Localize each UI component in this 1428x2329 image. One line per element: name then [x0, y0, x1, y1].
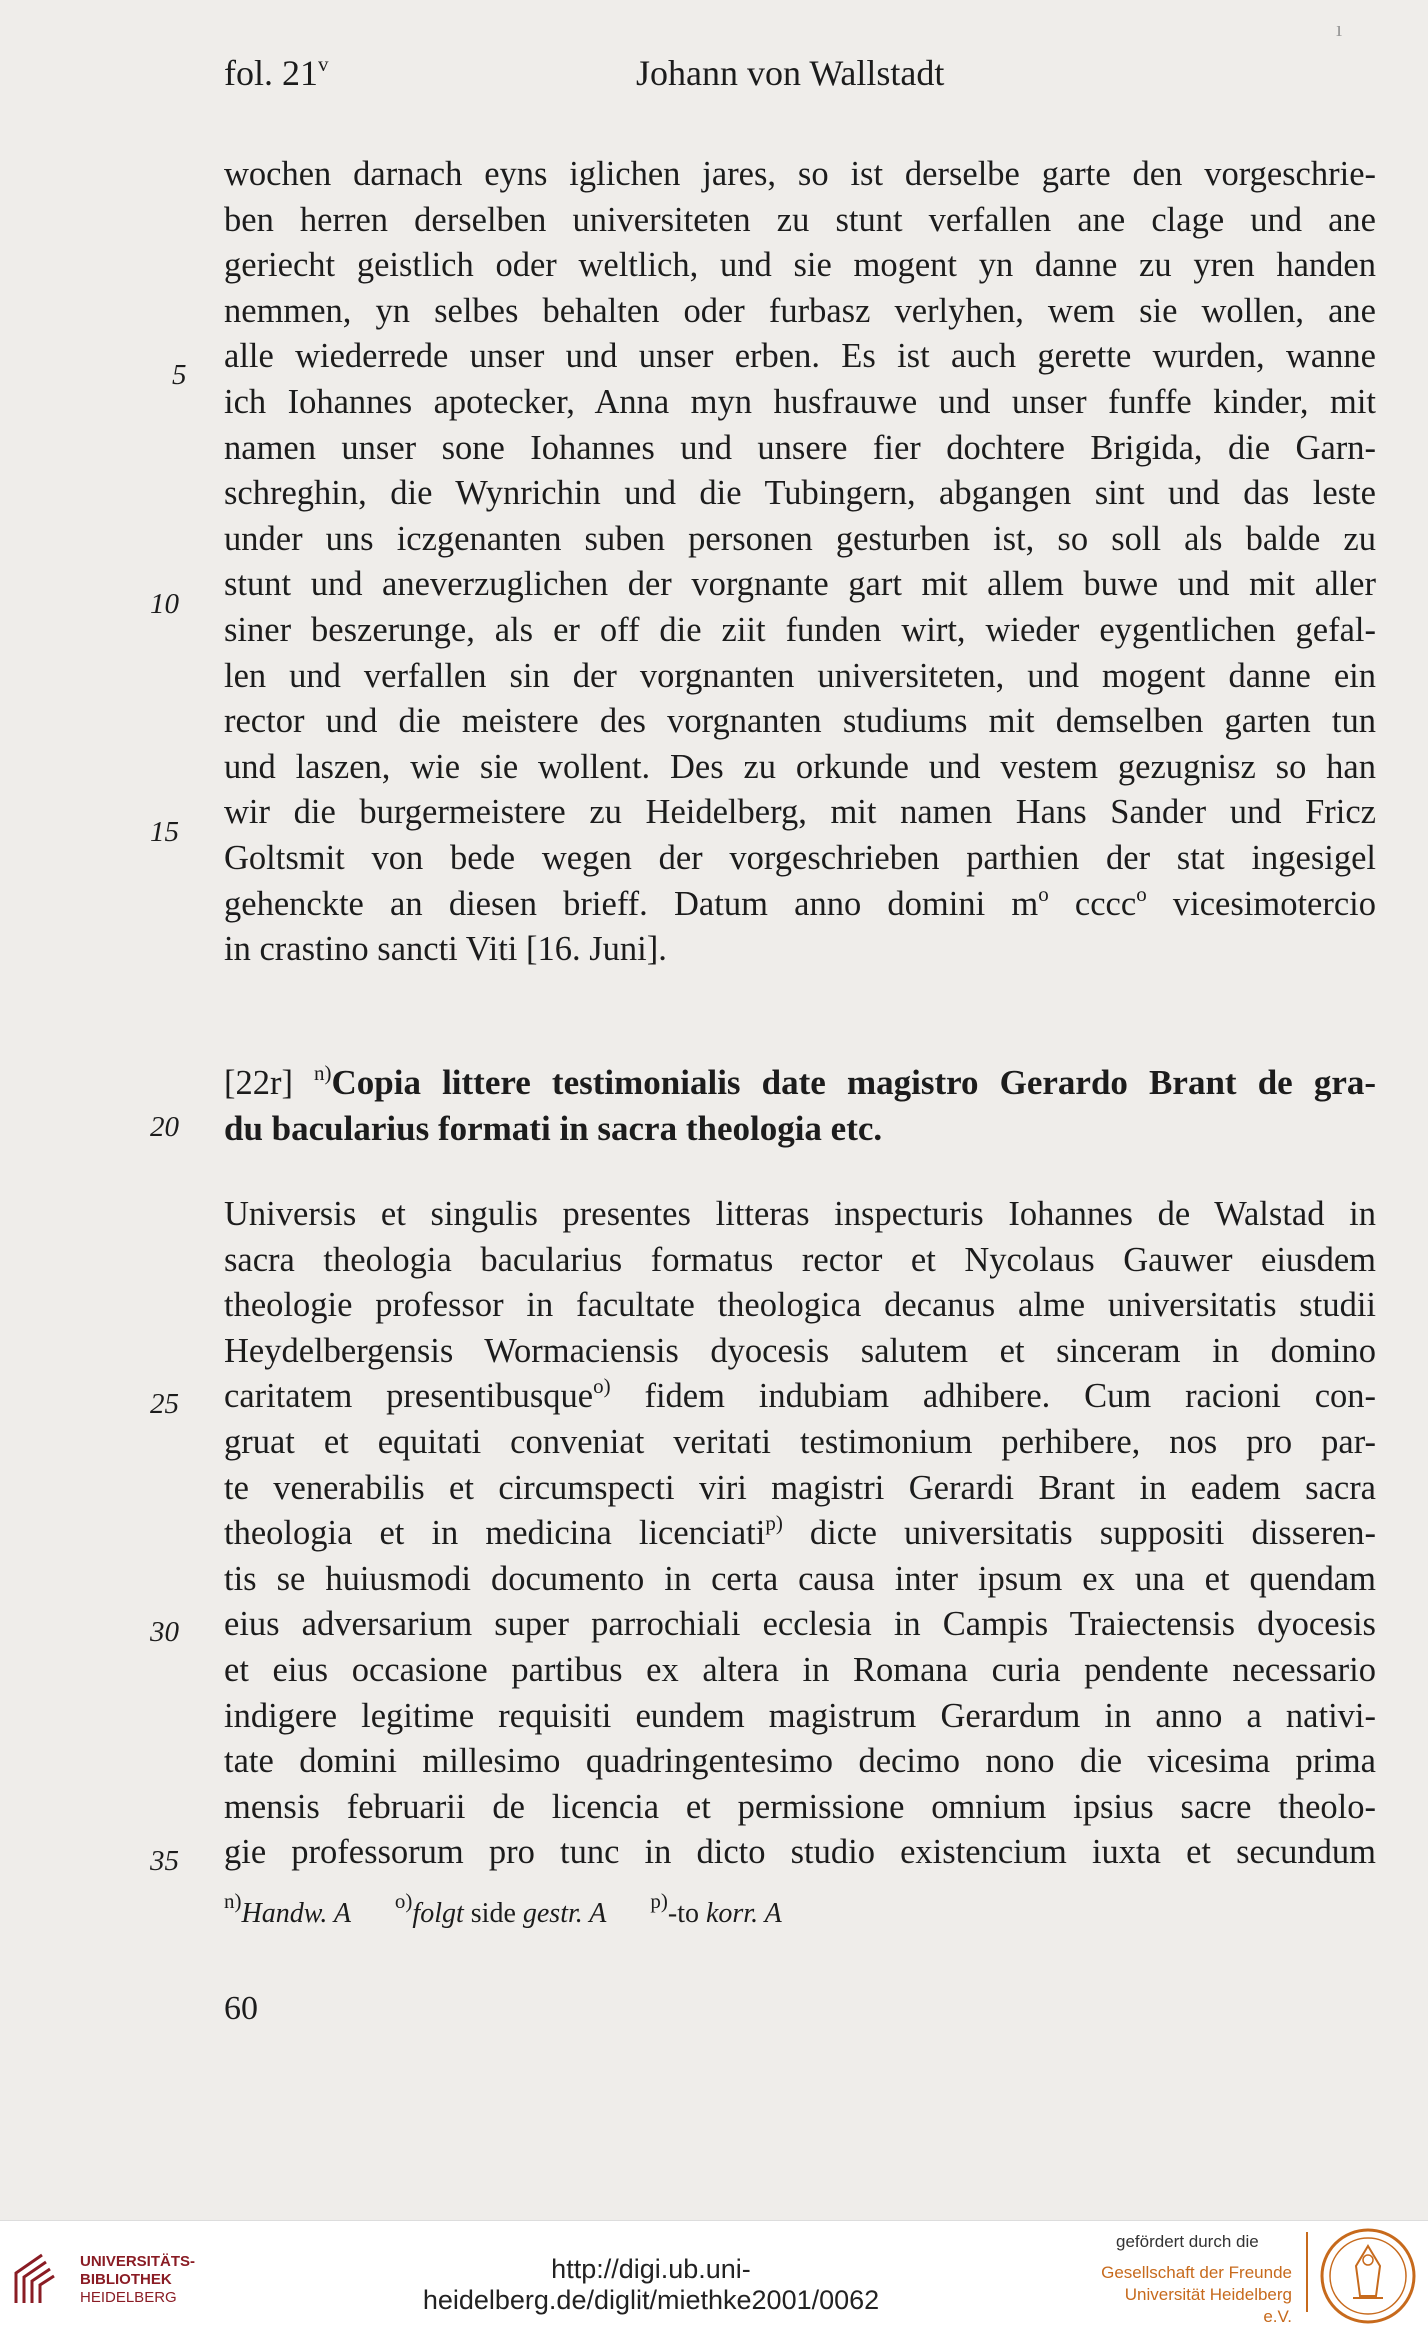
- line-number: 5: [172, 359, 187, 391]
- text-line: schreghin, die Wynrichin und die Tubingern, abgangen sint und das leste: [224, 474, 1376, 513]
- text-line: und laszen, wie sie wollent. Des zu orkunde und vestem gezugnisz so han: [224, 747, 1376, 786]
- sponsor-name: Gesellschaft der Freunde Universität Heidelberg e.V.: [1101, 2263, 1292, 2326]
- text-line: tate domini millesimo quadringentesimo decimo nono die vicesima prima: [224, 1742, 1376, 1781]
- text-line: wir die burgermeistere zu Heidelberg, mit namen Hans Sander und Fricz: [224, 793, 1376, 832]
- line-number: 35: [150, 1845, 179, 1877]
- line-number: 25: [150, 1388, 179, 1420]
- text-line: theologie professor in facultate theologica decanus alme universitatis studii: [224, 1286, 1376, 1325]
- line-number: 15: [150, 816, 179, 848]
- text-line: Universis et singulis presentes litteras inspecturis Iohannes de Walstad in: [224, 1195, 1376, 1233]
- text-line: gehenckte an diesen brieff. Datum anno domini $m^o$ cccc$^o$ vicesimotercio: [224, 881, 1376, 923]
- text-line: Goltsmit von bede wegen der vorgeschrieben parthien der stat ingesigel: [224, 838, 1376, 877]
- sponsor-label: gefördert durch die: [1116, 2232, 1259, 2251]
- text-line: stunt und aneverzuglichen der vorgnante gart mit allem buwe und mit aller: [224, 565, 1376, 604]
- line-number: 20: [150, 1111, 179, 1143]
- folio-label: fol. 21$^v$: [224, 52, 329, 93]
- text-line: siner beszerunge, als er off die ziit funden wirt, wieder eygentlichen gefal-: [224, 610, 1376, 649]
- footer-divider: [1306, 2232, 1308, 2312]
- text-line: gruat et equitati conveniat veritati testimonium perhibere, nos pro par-: [224, 1422, 1376, 1461]
- text-line: ben herren derselben universiteten zu stunt verfallen ane clage und ane: [224, 200, 1376, 239]
- footnotes: $^{n)}$Handw. A $^{o)}$folgt side gestr. A $^{p)}$-to korr. A: [224, 1889, 782, 1929]
- text-line: wochen darnach eyns iglichen jares, so ist derselbe garte den vorgeschrie-: [224, 155, 1376, 193]
- library-name: UNIVERSITÄTS- BIBLIOTHEK HEIDELBERG: [80, 2253, 196, 2306]
- text-line: mensis februarii de licencia et permissione omnium ipsius sacre theolo-: [224, 1787, 1376, 1826]
- text-line: tis se huiusmodi documento in certa causa inter ipsum ex una et quendam: [224, 1559, 1376, 1598]
- source-url-link[interactable]: http://digi.ub.uni-heidelberg.de/diglit/miethke2001/0062: [422, 2254, 880, 2315]
- text-line: et eius occasione partibus ex altera in Romana curia pendente necessario: [224, 1650, 1376, 1689]
- text-line: indigere legitime requisiti eundem magistrum Gerardum in anno a nativi-: [224, 1696, 1376, 1735]
- main-text-block: [224, 152, 1376, 973]
- text-line: gie professorum pro tunc in dicto studio existencium iuxta et secundum: [224, 1833, 1376, 1872]
- text-line: len und verfallen sin der vorgnanten universiteten, und mogent danne ein: [224, 656, 1376, 695]
- text-line: in crastino sancti Viti [16. Juni].: [224, 930, 667, 969]
- university-library-logo-icon: [12, 2251, 68, 2307]
- running-title: Johann von Wallstadt: [636, 53, 945, 93]
- line-number: 10: [150, 588, 179, 620]
- corner-mark: ı: [1336, 16, 1343, 41]
- text-line: rector und die meistere des vorgnanten studiums mit demselben garten tun: [224, 702, 1376, 741]
- line-number: 30: [150, 1616, 179, 1648]
- text-line: eius adversarium super parrochiali ecclesia in Campis Traiectensis dyocesis: [224, 1605, 1376, 1644]
- text-line: ich Iohannes apotecker, Anna myn husfrauwe und unser funffe kinder, mit: [224, 382, 1376, 421]
- charter-text-block: [224, 1192, 1376, 1876]
- text-line: geriecht geistlich oder weltlich, und sie mogent yn danne zu yren handen: [224, 246, 1376, 285]
- university-seal-icon: [1318, 2226, 1418, 2326]
- text-line: under uns iczgenanten suben personen gesturben ist, so soll als balde zu: [224, 519, 1376, 558]
- text-line: te venerabilis et circumspecti viri magistri Gerardi Brant in eadem sacra: [224, 1468, 1376, 1507]
- text-line: theologia et in medicina licenciati$^{p)}$ dicte universitatis suppositi disseren-: [224, 1511, 1376, 1553]
- text-line: sacra theologia bacularius formatus rector et Nycolaus Gauwer eiusdem: [224, 1240, 1376, 1279]
- heading-line: du bacularius formati in sacra theologia etc.: [224, 1108, 883, 1148]
- heading-line: [22r] $^{n)}$Copia littere testimonialis date magistro Gerardo Brant de gra-: [224, 1061, 1377, 1102]
- page-number: 60: [224, 1990, 258, 2027]
- text-line: nemmen, yn selbes behalten oder furbasz verlyhen, wem sie wollen, ane: [224, 291, 1376, 330]
- text-line: alle wiederrede unser und unser erben. Es ist auch gerette wurden, wanne: [224, 337, 1376, 376]
- text-line: Heydelbergensis Wormaciensis dyocesis salutem et sinceram in domino: [224, 1331, 1376, 1370]
- text-line: caritatem presentibusque$^{o)}$ fidem indubiam adhibere. Cum racioni con-: [224, 1374, 1376, 1416]
- section-heading: [224, 1060, 1376, 1151]
- text-line: namen unser sone Iohannes und unsere fier dochtere Brigida, die Garn-: [224, 428, 1376, 467]
